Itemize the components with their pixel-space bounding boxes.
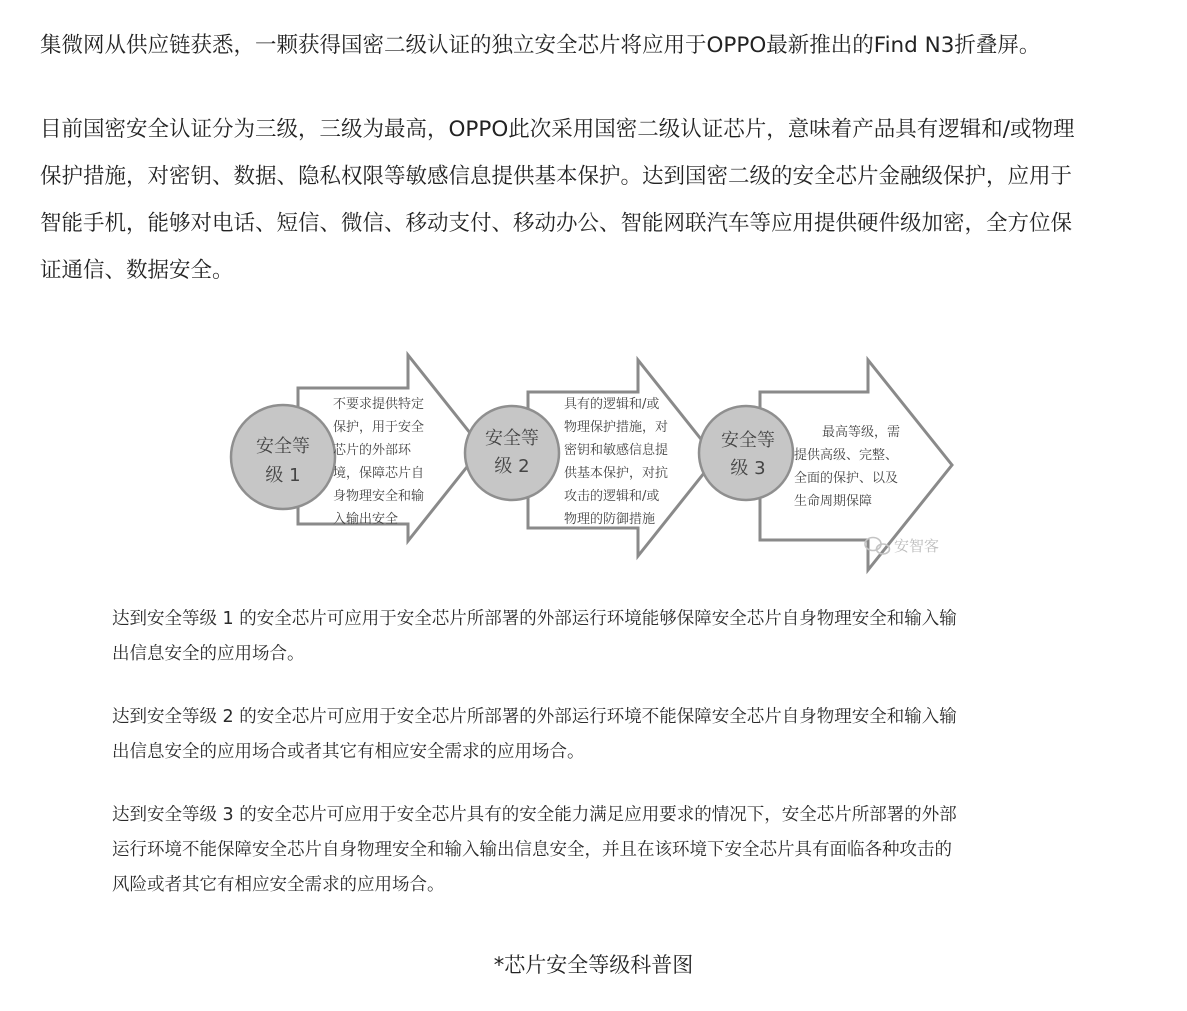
level-2-circle xyxy=(465,406,559,500)
level-3-description-line: 最高等级，需 xyxy=(822,425,901,440)
level-3-description-line: 提供高级、完整、 xyxy=(794,448,899,463)
level-1-explanation xyxy=(112,602,1082,672)
level-3-circle-label: 安全等 xyxy=(721,430,775,451)
explanation-line: 出信息安全的应用场合。 xyxy=(112,644,305,664)
level-3-explanation xyxy=(112,798,1082,903)
level-3-circle-label: 级 3 xyxy=(730,458,766,479)
article-paragraph-intro: 集微网从供应链获悉，一颗获得国密二级认证的独立安全芯片将应用于OPPO最新推出的Find N3折叠屏。 xyxy=(40,33,1041,58)
level-2-circle-label: 安全等 xyxy=(485,428,539,449)
watermark-label: 安智客 xyxy=(894,537,940,555)
level-2-description-line: 密钥和敏感信息提 xyxy=(564,443,669,458)
explanation-line: 风险或者其它有相应安全需求的应用场合。 xyxy=(112,875,445,895)
level-1-circle-label: 安全等 xyxy=(256,436,310,457)
paragraph-line: 智能手机，能够对电话、短信、微信、移动支付、移动办公、智能网联汽车等应用提供硬件级加密，全方位保 xyxy=(40,211,1073,236)
article-paragraph-body xyxy=(40,106,1165,294)
level-2-circle-label: 级 2 xyxy=(494,456,530,477)
paragraph-line: 证通信、数据安全。 xyxy=(40,258,234,283)
level-2-description-line: 攻击的逻辑和/或 xyxy=(564,489,660,504)
level-3-description-line: 全面的保护、以及 xyxy=(794,471,899,486)
explanation-line: 运行环境不能保障安全芯片自身物理安全和输入输出信息安全，并且在该环境下安全芯片具有面临各种攻击的 xyxy=(112,840,952,860)
level-2-description-line: 具有的逻辑和/或 xyxy=(564,397,660,412)
level-1-description-line: 不要求提供特定 xyxy=(333,397,425,412)
level-1-circle xyxy=(231,405,335,509)
explanation-line: 达到安全等级 1 的安全芯片可应用于安全芯片所部署的外部运行环境能够保障安全芯片自身物理安全和输入输 xyxy=(112,609,957,629)
level-1-description-line: 身物理安全和输 xyxy=(333,489,425,504)
level-3-description-line: 生命周期保障 xyxy=(794,494,873,509)
explanation-line: 达到安全等级 3 的安全芯片可应用于安全芯片具有的安全能力满足应用要求的情况下，安全芯片所部署的外部 xyxy=(112,805,957,825)
figure-caption: *芯片安全等级科普图 xyxy=(493,953,694,977)
level-1-circle-label: 级 1 xyxy=(265,465,301,486)
explanation-line: 达到安全等级 2 的安全芯片可应用于安全芯片所部署的外部运行环境不能保障安全芯片自身物理安全和输入输 xyxy=(112,707,957,727)
level-1-description-line: 境，保障芯片自 xyxy=(333,466,425,481)
security-level-diagram xyxy=(200,340,980,585)
level-2-description-line: 物理保护措施，对 xyxy=(564,420,669,435)
level-1-description-line: 入输出安全 xyxy=(333,512,399,527)
level-3-circle xyxy=(699,406,793,500)
level-2-description-line: 供基本保护，对抗 xyxy=(564,466,669,481)
paragraph-line: 保护措施，对密钥、数据、隐私权限等敏感信息提供基本保护。达到国密二级的安全芯片金融级保护，应用于 xyxy=(40,164,1073,189)
level-2-description-line: 物理的防御措施 xyxy=(564,512,656,527)
level-2-explanation xyxy=(112,700,1082,770)
paragraph-line: 目前国密安全认证分为三级，三级为最高，OPPO此次采用国密二级认证芯片，意味着产品具有逻辑和/或物理 xyxy=(40,117,1075,142)
level-1-description-line: 芯片的外部环 xyxy=(333,443,412,458)
level-1-description-line: 保护，用于安全 xyxy=(333,420,425,435)
explanation-line: 出信息安全的应用场合或者其它有相应安全需求的应用场合。 xyxy=(112,742,585,762)
